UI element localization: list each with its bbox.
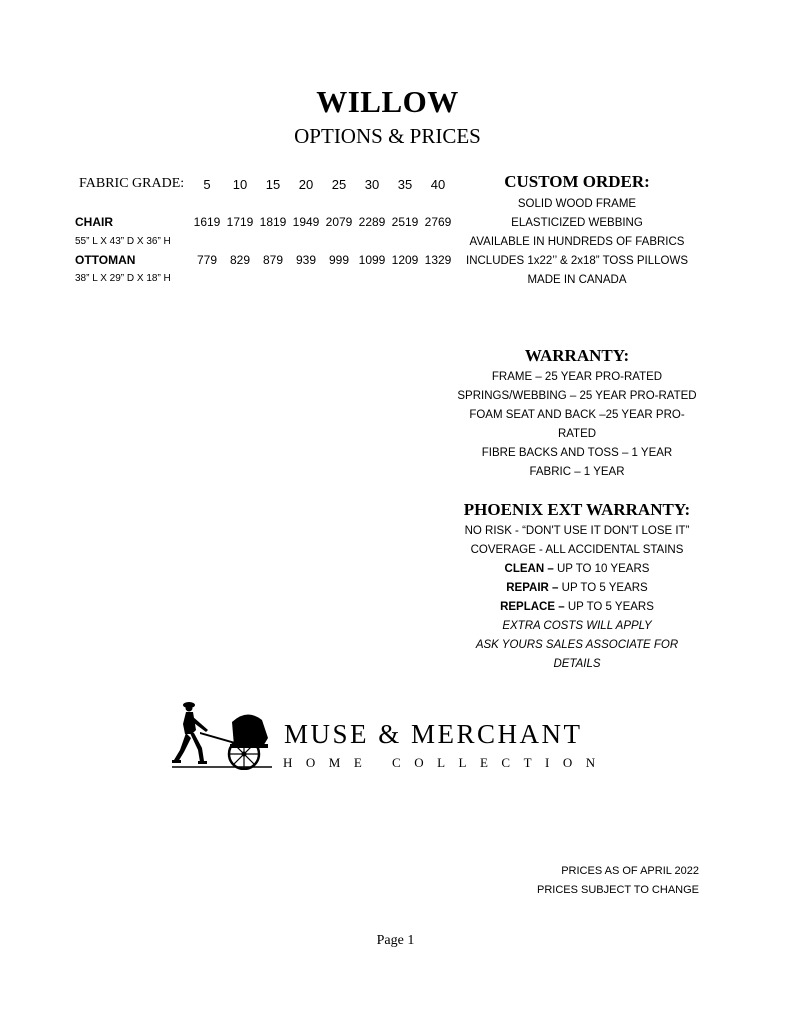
custom-order-line: ELASTICIZED WEBBING [511,217,643,229]
custom-order-line: INCLUDES 1x22’’ & 2x18” TOSS PILLOWS [466,255,688,267]
grade-header: 20 [298,177,314,192]
clean-value: UP TO 10 YEARS [553,563,650,575]
custom-order-title: CUSTOM ORDER: [504,172,650,191]
price-cell: 1329 [424,253,452,267]
replace-label: REPLACE – [500,601,565,613]
price-cell: 2079 [325,215,353,229]
prices-subject-to-change: PRICES SUBJECT TO CHANGE [537,884,699,896]
warranty-title: WARRANTY: [524,346,630,365]
page-number: Page 1 [376,933,415,948]
price-cell: 1619 [193,215,221,229]
price-cell: 1949 [292,215,320,229]
custom-order-line: MADE IN CANADA [527,274,627,286]
repair-label: REPAIR – [506,582,559,594]
phoenix-repair-line [455,579,699,598]
grade-header: 40 [430,177,446,192]
price-cell: 1719 [226,215,254,229]
rickshaw-puller-icon [172,700,272,770]
price-cell: 829 [229,253,251,267]
prices-as-of: PRICES AS OF APRIL 2022 [561,865,699,877]
price-cell: 2769 [424,215,452,229]
page-title: WILLOW [316,84,459,119]
brand-tagline: HOME COLLECTION [283,755,609,770]
custom-order-section [455,172,699,290]
grade-header: 5 [203,177,211,192]
product-dimensions-chair: 55” L X 43” D X 36” H [75,236,171,247]
price-cell: 1099 [358,253,386,267]
warranty-line: FABRIC – 1 YEAR [529,466,625,478]
price-cell: 2289 [358,215,386,229]
price-cell: 999 [328,253,350,267]
brand-name: MUSE & MERCHANT [284,719,583,749]
price-cell: 1209 [391,253,419,267]
price-cell: 879 [262,253,284,267]
replace-value: UP TO 5 YEARS [564,601,654,613]
phoenix-warranty-section [455,500,699,674]
fabric-grade-label: FABRIC GRADE: [79,176,185,191]
warranty-line: SPRINGS/WEBBING – 25 YEAR PRO-RATED [457,390,697,402]
extra-costs-note: EXTRA COSTS WILL APPLY [502,620,652,632]
sales-associate-note: ASK YOURS SALES ASSOCIATE FOR DETAILS [475,639,679,670]
warranty-line: FOAM SEAT AND BACK –25 YEAR PRO-RATED [469,409,685,440]
grade-header: 30 [364,177,380,192]
page-subtitle: OPTIONS & PRICES [294,124,481,148]
grade-header: 35 [397,177,413,192]
grade-header: 25 [331,177,347,192]
price-cell: 2519 [391,215,419,229]
phoenix-line: COVERAGE - ALL ACCIDENTAL STAINS [470,544,684,556]
custom-order-line: AVAILABLE IN HUNDREDS OF FABRICS [469,236,685,248]
phoenix-clean-line [455,560,699,579]
warranty-section [455,346,699,482]
phoenix-warranty-title: PHOENIX EXT WARRANTY: [463,500,691,519]
custom-order-line: SOLID WOOD FRAME [517,198,637,210]
warranty-line: FRAME – 25 YEAR PRO-RATED [491,371,663,383]
phoenix-replace-line [455,598,699,617]
product-name-chair: CHAIR [75,215,113,229]
product-dimensions-ottoman: 38” L X 29” D X 18” H [75,273,171,284]
warranty-line: FIBRE BACKS AND TOSS – 1 YEAR [481,447,673,459]
price-cell: 779 [196,253,218,267]
price-cell: 1819 [259,215,287,229]
phoenix-line: NO RISK - “DON'T USE IT DON'T LOSE IT” [464,525,690,537]
price-cell: 939 [295,253,317,267]
repair-value: UP TO 5 YEARS [558,582,648,594]
grade-header: 15 [265,177,281,192]
grade-header: 10 [232,177,248,192]
product-name-ottoman: OTTOMAN [75,253,136,267]
clean-label: CLEAN – [504,563,554,575]
